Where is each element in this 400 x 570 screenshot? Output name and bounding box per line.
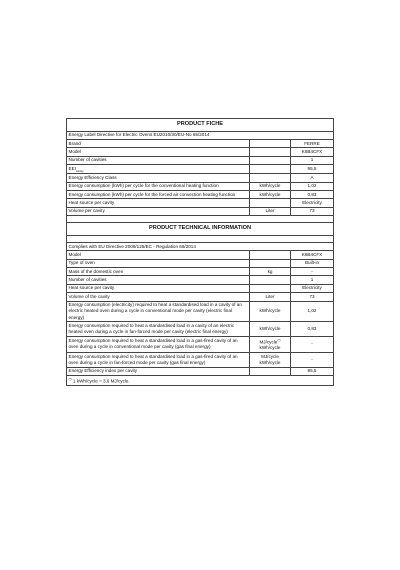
fiche-label: Energy Efficiency Class (67, 174, 250, 182)
product-sheet (66, 118, 333, 386)
technical-value: 73 (291, 293, 334, 301)
technical-label: Mass of the domestic oven (67, 268, 250, 276)
technical-unit (250, 251, 291, 259)
fiche-label: Energy consumption (kWh) per cycle for the conventional heating function (67, 182, 250, 190)
technical-unit: Liter (250, 293, 291, 301)
technical-value: Built-in (291, 259, 334, 267)
technical-label: Energy consumption required to heat a standardised load in a cavity of an electric heated oven during a cycle in fan-forced mode per cavity (electric final energy) (67, 322, 250, 337)
technical-value: 1 (291, 276, 334, 284)
fiche-unit: kWh/cycle (250, 182, 291, 190)
technical-label: Model (67, 251, 250, 259)
fiche-unit (250, 156, 291, 164)
product-fiche-table (66, 118, 334, 386)
technical-row (67, 322, 334, 337)
technical-unit: kWh/cycle (250, 301, 291, 322)
technical-label: Volume of the cavity (67, 293, 250, 301)
technical-label: Energy consumption required to heat a standardised load in a gas-fired cavity of an oven during a cycle in conventional mode per cavity (gas final energy) (67, 336, 250, 352)
fiche-row (67, 182, 334, 190)
fiche-value: A (291, 174, 334, 182)
fiche-unit (250, 174, 291, 182)
fiche-value: 1,02 (291, 182, 334, 190)
fiche-row (67, 165, 334, 174)
technical-unit (250, 276, 291, 284)
technical-label: Type of oven (67, 259, 250, 267)
fiche-unit: Liter (250, 207, 291, 215)
technical-value: 1,02 (291, 301, 334, 322)
footnote-text: 1 kWh/cycle = 3,6 MJ/cycle. (71, 378, 130, 384)
technical-row (67, 259, 334, 267)
technical-row (67, 251, 334, 259)
fiche-row (67, 207, 334, 215)
fiche-value: FERRE (291, 139, 334, 147)
technical-unit (250, 259, 291, 267)
technical-label: Number of cavities (67, 276, 250, 284)
fiche-unit (250, 199, 291, 207)
technical-unit: MJ/cycle kWh/cycle (250, 353, 291, 368)
technical-label: Energy Efficiency index per cavity (67, 367, 250, 375)
technical-row (67, 293, 334, 301)
fiche-title: PRODUCT FICHE (67, 119, 334, 132)
technical-row (67, 353, 334, 368)
technical-row (67, 284, 334, 292)
fiche-row (67, 199, 334, 207)
technical-unit: kg (250, 268, 291, 276)
footnote (67, 375, 334, 385)
footnote-mark: (*) (68, 376, 72, 381)
fiche-value: 0,83 (291, 190, 334, 198)
technical-rows (67, 251, 334, 376)
fiche-label: Energy consumption (kWh) per cycle for the forced air convection heating function (67, 190, 250, 198)
fiche-value: 73 (291, 207, 334, 215)
technical-unit (250, 284, 291, 292)
fiche-rows (67, 139, 334, 215)
technical-value: - (291, 268, 334, 276)
technical-value: 0,83 (291, 322, 334, 337)
fiche-label: $EEI_{cavity}$ (67, 165, 250, 174)
technical-row (67, 336, 334, 352)
fiche-value: Electricity (291, 199, 334, 207)
technical-directive: Complies with EU Directive 2009/125/EC - Regulation 66/2014 (67, 242, 334, 250)
technical-label: Heat source per cavity (67, 284, 250, 292)
technical-value: - (291, 336, 334, 352)
technical-unit: kWh/cycle (250, 322, 291, 337)
technical-value: - (291, 353, 334, 368)
fiche-label: Volume per cavity (67, 207, 250, 215)
fiche-row (67, 190, 334, 198)
fiche-label: Heat source per cavity (67, 199, 250, 207)
technical-row (67, 268, 334, 276)
fiche-label: Number of cavities (67, 156, 250, 164)
fiche-unit (250, 165, 291, 174)
fiche-unit (250, 148, 291, 156)
technical-row (67, 276, 334, 284)
technical-title: PRODUCT TECHNICAL INFORMATION (67, 223, 334, 236)
technical-value: Electricity (291, 284, 334, 292)
technical-unit: MJ/cycle(*) kWh/cycle (250, 336, 291, 352)
fiche-row (67, 174, 334, 182)
fiche-unit (250, 139, 291, 147)
fiche-value: K6B4CFX (291, 148, 334, 156)
fiche-unit: kWh/cycle (250, 190, 291, 198)
fiche-label: Model (67, 148, 250, 156)
fiche-label: Brand (67, 139, 250, 147)
spacer (67, 216, 334, 223)
fiche-row (67, 148, 334, 156)
technical-label: Energy consumption (electricity) required to heat a standardised load in a cavity of an electric heated oven during a cycle in conventional mode per cavity (electric final energy) (67, 301, 250, 322)
technical-row (67, 301, 334, 322)
technical-unit (250, 367, 291, 375)
technical-value: 95,5 (291, 367, 334, 375)
fiche-value: 95,5 (291, 165, 334, 174)
technical-label: Energy consumption required to heat a standardised load in a gas-fired cavity of an oven during a cycle in fan-forced mode per cavity (gas final energy) (67, 353, 250, 368)
fiche-value: 1 (291, 156, 334, 164)
technical-value: K6B4CFX (291, 251, 334, 259)
fiche-row (67, 139, 334, 147)
technical-row (67, 367, 334, 375)
fiche-directive: Energy Label Directive for Electric Ovens EU2010/30/EU-No 65/2014 (67, 131, 334, 139)
spacer (67, 235, 334, 242)
fiche-row (67, 156, 334, 164)
